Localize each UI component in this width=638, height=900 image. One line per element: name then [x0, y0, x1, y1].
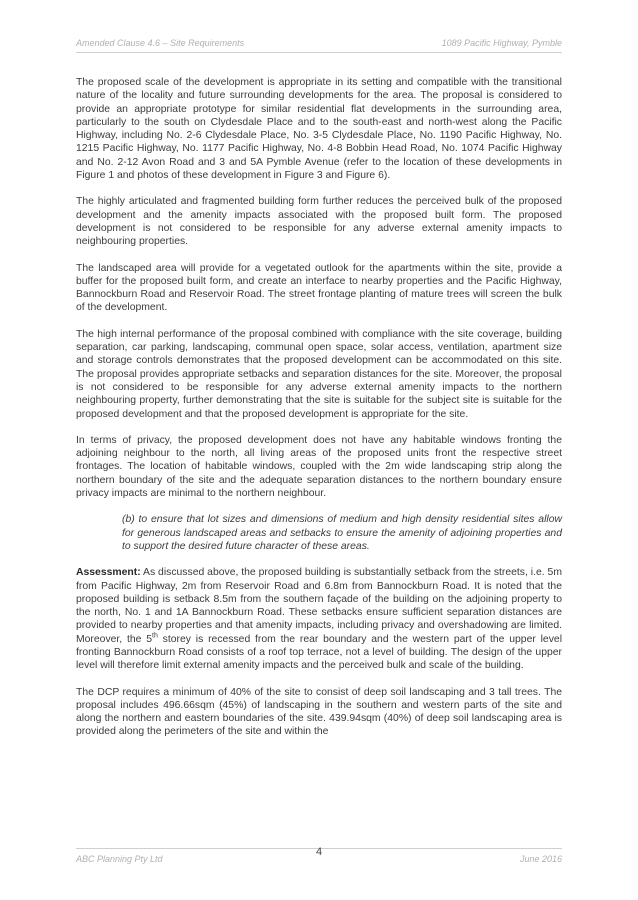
assessment-text-part-2: storey is recessed from the rear boundary and the western part of the upper level fronting Bannockburn Road consists of a roof top terrace, not a level of building. The design of the upper level will therefore limit external amenity impacts and the perceived bulk and scale of the building. — [76, 633, 562, 672]
paragraph-landscaped-area: The landscaped area will provide for a vegetated outlook for the apartments within the site, provide a buffer for the proposed built form, and create an interface to nearby properties and the Pacific Highway, Bannockburn Road and Reservoir Road. The street frontage planting of mature trees will screen the bulk of the development. — [76, 262, 562, 314]
page-number: 4 — [315, 846, 323, 858]
footer-date: June 2016 — [519, 854, 562, 864]
paragraph-dcp-landscaping: The DCP requires a minimum of 40% of the site to consist of deep soil landscaping and 3 tall trees. The proposal includes 496.66sqm (45%) of landscaping in the southern and western parts of the site and along the northern and eastern boundaries of the site. 439.94sqm (40%) of deep soil landscaping area is provided along the perimeters of the site and within the — [76, 686, 562, 738]
page-body — [76, 76, 562, 752]
header-document-title: Amended Clause 4.6 – Site Requirements — [76, 38, 245, 48]
footer-company: ABC Planning Pty Ltd — [76, 854, 163, 864]
assessment-text-part-1: As discussed above, the proposed building is substantially setback from the streets, i.e. 5m from Pacific Highway, 2m from Reservoir Road and 6.8m from Bannockburn Road. It is noted that the proposed building is setback 8.5m from the southern façade of the building on the adjoining property to the north, No. 1 and 1A Bannockburn Road. These setbacks ensure sufficient separation distances are provided to nearby properties and that amenity impacts, including privacy and overshadowing are limited. Moreover, the 5 — [76, 567, 562, 645]
page-footer — [76, 848, 562, 865]
header-site-address: 1089 Pacific Highway, Pymble — [441, 38, 562, 48]
paragraph-internal-performance: The high internal performance of the proposal combined with compliance with the site coverage, building separation, car parking, landscaping, communal open space, solar access, ventilation, apartment size and storage controls demonstrates that the proposed development can be accommodated on this site. The proposal provides appropriate setbacks and separation distances for the site. Moreover, the proposal is not considered to be responsible for any adverse external amenity impacts to the northern neighbouring property, further demonstrating that the site is suitable for the subject site is suitable for the proposed development and that the proposed development is appropriate for the site. — [76, 328, 562, 420]
ordinal-superscript: th — [152, 632, 158, 640]
paragraph-built-form: The highly articulated and fragmented building form further reduces the perceived bulk of the proposed development and the amenity impacts associated with the proposed built form. The proposed development is not considered to be responsible for any adverse external amenity impacts to neighbouring properties. — [76, 196, 562, 248]
paragraph-scale: The proposed scale of the development is appropriate in its setting and compatible with the transitional nature of the locality and future surrounding developments for the area. The proposal is considered to provide an appropriate prototype for similar residential flat developments in the surrounding area, particularly to the south on Clydesdale Place and to the south-east and north-west along the Pacific Highway, including No. 2-6 Clydesdale Place, No. 3-5 Clydesdale Place, No. 1190 Pacific Highway, No. 1215 Pacific Highway, No. 1177 Pacific Highway, No. 4-8 Bobbin Head Road, No. 1074 Pacific Highway and No. 2-12 Avon Road and 3 and 5A Pymble Avenue (refer to the location of these developments in Figure 1 and photos of these development in Figure 3 and Figure 6). — [76, 77, 562, 182]
paragraph-assessment — [76, 566, 562, 672]
objective-quote: (b) to ensure that lot sizes and dimensions of medium and high density residential sites allow for generous landscaped areas and setbacks to ensure the amenity of adjoining properties and to support the desired future character of these areas. — [122, 514, 562, 552]
paragraph-privacy: In terms of privacy, the proposed development does not have any habitable windows fronting the adjoining neighbour to the north, all living areas of the proposed units front the respective street frontages. The location of habitable windows, coupled with the 2m wide landscaping strip along the northern boundary of the site and the adequate separation distances to the northern boundary ensure privacy impacts are minimal to the northern neighbour. — [76, 434, 562, 500]
page-header — [76, 38, 562, 53]
assessment-label: Assessment: — [76, 567, 141, 579]
